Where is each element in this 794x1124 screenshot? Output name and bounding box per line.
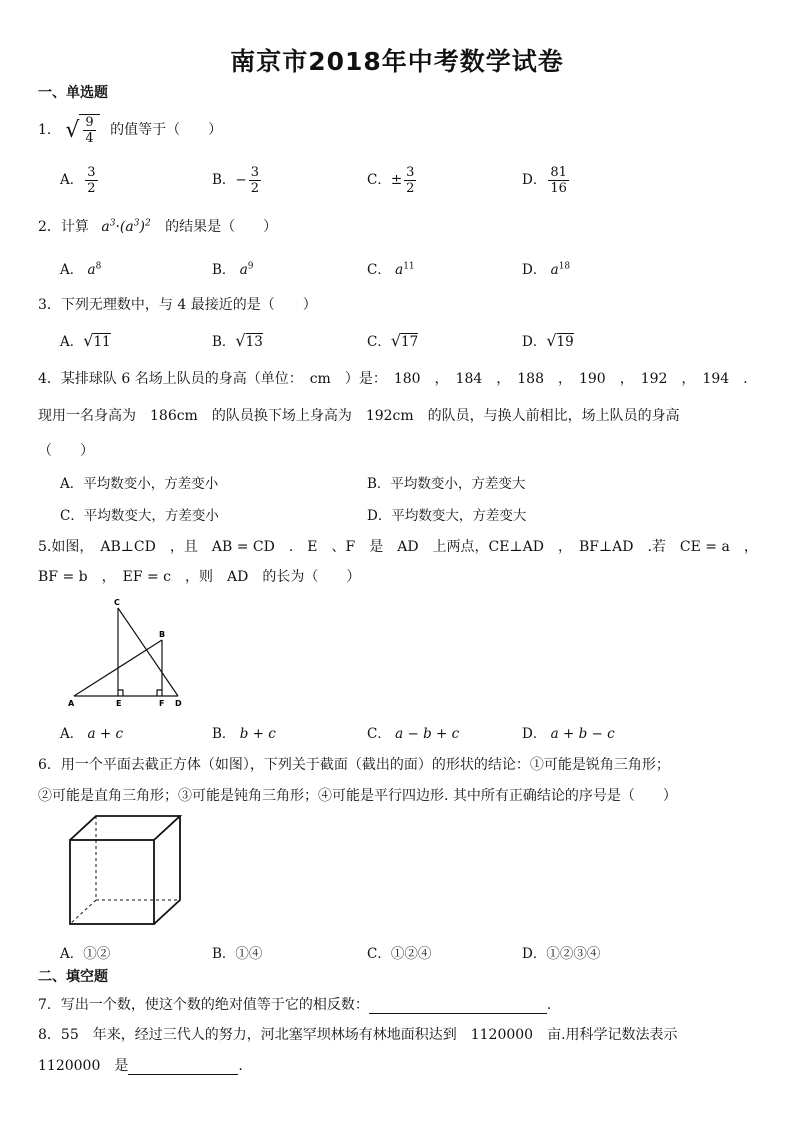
expression: $a^3\cdot(a^3)^2$ bbox=[101, 218, 151, 235]
section-heading-single-choice: 一、单选题 bbox=[38, 85, 108, 101]
q4-option-b[interactable]: B．平均数变小，方差变大 bbox=[367, 476, 526, 492]
right-angle-f bbox=[157, 690, 162, 696]
question-1 bbox=[38, 114, 222, 146]
question-5-line-2: BF = b ， EF = c ，则 AD 的长为（ ） bbox=[38, 569, 361, 585]
q1-option-b[interactable]: B．− $\frac{3}{2}$ bbox=[212, 165, 260, 196]
answer-blank[interactable] bbox=[369, 998, 547, 1014]
label-a: A bbox=[68, 699, 75, 708]
q1-option-c[interactable]: C．± $\frac{3}{2}$ bbox=[367, 165, 415, 196]
q6-option-d[interactable]: D．①②③④ bbox=[522, 946, 601, 962]
q3-option-c[interactable]: C．√17 bbox=[367, 331, 419, 350]
q2-option-d[interactable]: D． $a^{18}$ bbox=[522, 261, 571, 278]
q5-option-a[interactable]: A． a + c bbox=[60, 726, 124, 742]
q1-option-a[interactable]: A． $\frac{3}{2}$ bbox=[60, 165, 96, 196]
q4-option-a[interactable]: A．平均数变小，方差变小 bbox=[60, 476, 219, 492]
cube-top-face bbox=[70, 816, 180, 840]
label-e: E bbox=[116, 699, 122, 708]
q6-cube-figure bbox=[64, 812, 186, 930]
q2-option-c[interactable]: C． $a^{11}$ bbox=[367, 261, 415, 278]
page-title: 南京市2018年中考数学试卷 bbox=[230, 47, 564, 76]
q1-option-d[interactable]: D． $\frac{81}{16}$ bbox=[522, 165, 567, 196]
q2-option-a[interactable]: A． $a^8$ bbox=[60, 261, 102, 278]
question-number: 1． bbox=[38, 122, 61, 138]
question-8-line-2: 1120000 是 . bbox=[38, 1058, 243, 1074]
q3-option-b[interactable]: B．√13 bbox=[212, 331, 263, 350]
q5-option-d[interactable]: D． a + b − c bbox=[522, 726, 615, 742]
q4-option-c[interactable]: C．平均数变大，方差变小 bbox=[60, 508, 219, 524]
right-angle-e bbox=[118, 690, 123, 696]
q6-option-b[interactable]: B．①④ bbox=[212, 946, 263, 962]
question-7: 7．写出一个数，使这个数的绝对值等于它的相反数： . bbox=[38, 997, 552, 1013]
label-c: C bbox=[114, 598, 120, 607]
question-4-line-1: 4．某排球队 6 名场上队员的身高（单位： cm ）是： 180 ， 184 ， 188 ， 190 ， 192 ， 194 . bbox=[38, 371, 748, 387]
cube-hidden-diagonal bbox=[70, 900, 96, 924]
q2-option-b[interactable]: B． $a^9$ bbox=[212, 261, 254, 278]
q4-option-d[interactable]: D．平均数变大，方差变大 bbox=[367, 508, 527, 524]
sqrt-fraction: √ $\frac{9}{4}$ bbox=[65, 114, 99, 146]
segment-cd bbox=[118, 608, 178, 696]
question-6-line-2: ②可能是直角三角形；③可能是钝角三角形；④可能是平行四边形. 其中所有正确结论的序号是（ ） bbox=[38, 788, 677, 804]
label-d: D bbox=[175, 699, 182, 708]
q6-option-a[interactable]: A．①② bbox=[60, 946, 111, 962]
q6-option-c[interactable]: C．①②④ bbox=[367, 946, 432, 962]
question-6-line-1: 6．用一个平面去截正方体（如图），下列关于截面（截出的面）的形状的结论：①可能是锐角三角形； bbox=[38, 757, 670, 773]
cube-right-edge bbox=[154, 816, 180, 924]
q3-option-d[interactable]: D．√19 bbox=[522, 331, 574, 350]
question-8-line-1: 8．55 年来，经过三代人的努力，河北塞罕坝林场有林地面积达到 1120000 亩.用科学记数法表示 bbox=[38, 1027, 678, 1043]
q5-option-c[interactable]: C． a − b + c bbox=[367, 726, 460, 742]
q3-option-a[interactable]: A．√11 bbox=[60, 331, 111, 350]
question-stem: 的值等于（ ） bbox=[110, 122, 223, 138]
question-4-line-3: （ ） bbox=[38, 443, 94, 459]
answer-blank[interactable] bbox=[128, 1059, 238, 1075]
label-b: B bbox=[159, 630, 166, 639]
question-5-line-1: 5.如图， AB⊥CD ，且 AB = CD . E 、F 是 AD 上两点，CE⊥AD ， BF⊥AD .若 CE = a ， bbox=[38, 539, 758, 555]
q5-geometry-figure bbox=[66, 594, 196, 710]
question-2: 2．计算 $a^3\cdot(a^3)^2$ 的结果是（ ） bbox=[38, 218, 278, 235]
label-f: F bbox=[159, 699, 165, 708]
question-3: 3．下列无理数中，与 4 最接近的是（ ） bbox=[38, 297, 317, 313]
q5-option-b[interactable]: B． b + c bbox=[212, 726, 276, 742]
section-heading-fill-blank: 二、填空题 bbox=[38, 969, 108, 985]
question-4-line-2: 现用一名身高为 186cm 的队员换下场上身高为 192cm 的队员，与换人前相比，场上队员的身高 bbox=[38, 408, 680, 424]
cube-front-face bbox=[70, 840, 154, 924]
